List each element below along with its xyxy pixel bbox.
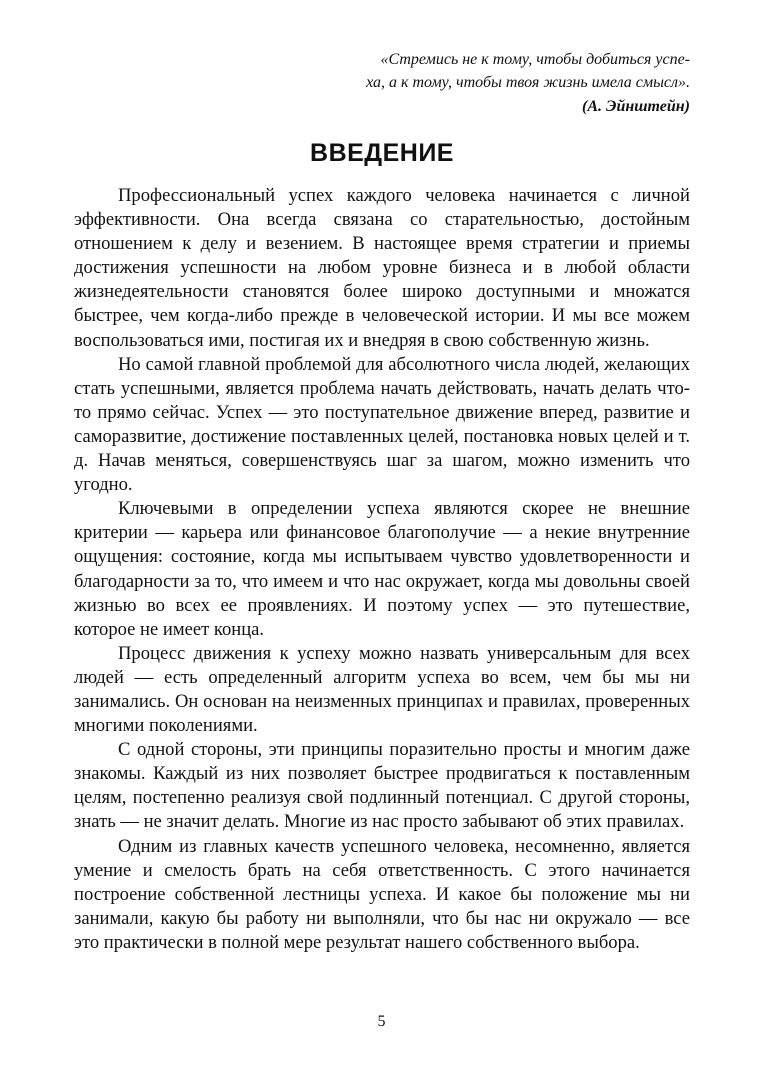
paragraph: С одной стороны, эти принципы поразительно просты и многим даже знакомы. Каждый из них позволяет быстрее продвигаться к поставленным целям, постепенно реализуя свой подлинный потенциал. С другой стороны, знать — не значит делать. Многие из нас просто забывают об этих правилах. <box>74 739 690 833</box>
page-number: 5 <box>377 1013 386 1030</box>
paragraph: Процесс движения к успеху можно назвать универсальным для всех людей — есть определенный алгоритм успеха во всем, чем бы мы ни занимались. Он основан на неизменных принципах и правилах, проверенных многими поколениями. <box>74 642 690 737</box>
page-content <box>74 48 690 955</box>
epigraph-line-1: «Стремись не к тому, чтобы добиться успе- <box>380 51 690 68</box>
epigraph-line-2: ха, а к тому, чтобы твоя жизнь имела смысл». <box>366 74 690 91</box>
chapter-heading: ВВЕДЕНИЕ <box>310 139 454 167</box>
epigraph-author: (А. Эйнштейн) <box>582 98 690 115</box>
body-text <box>74 184 690 955</box>
paragraph: Профессиональный успех каждого человека начинается с личной эффективности. Она всегда связана со старательностью, достойным отношением к делу и везением. В настоящее время стратегии и приемы достижения успешности на любом уровне бизнеса и в любой области жизнедеятельности становятся более широко доступными и множатся быстрее, чем когда-либо прежде в человеческой истории. И мы все можем воспользоваться ими, постигая их и внедряя в свою собственную жизнь. <box>74 185 690 351</box>
paragraph: Но самой главной проблемой для абсолютного числа людей, желающих стать успешными, является проблема начать действовать, начать делать что-то прямо сейчас. Успех — это поступательное движение вперед, развитие и саморазвитие, достижение поставленных целей, постановка новых целей и т. д. Начав меняться, совершенствуясь шаг за шагом, можно изменить что угодно. <box>74 353 690 496</box>
paragraph: Ключевыми в определении успеха являются скорее не внешние критерии — карьера или финансовое благополучие — а некие внутренние ощущения: состояние, когда мы испытываем чувство удовлетворенности и благодарности за то, что имеем и что нас окружает, когда мы довольны своей жизнью во всех ее проявлениях. И поэтому успех — это путешествие, которое не имеет конца. <box>74 498 690 640</box>
paragraph: Одним из главных качеств успешного человека, несомненно, является умение и смелость брать на себя ответственность. С этого начинается построение собственной лестницы успеха. И какое бы положение мы ни занимали, какую бы работу ни выполняли, что бы нас ни окружало — все это практически в полной мере результат нашего собственного выбора. <box>74 835 690 953</box>
epigraph <box>74 48 690 118</box>
